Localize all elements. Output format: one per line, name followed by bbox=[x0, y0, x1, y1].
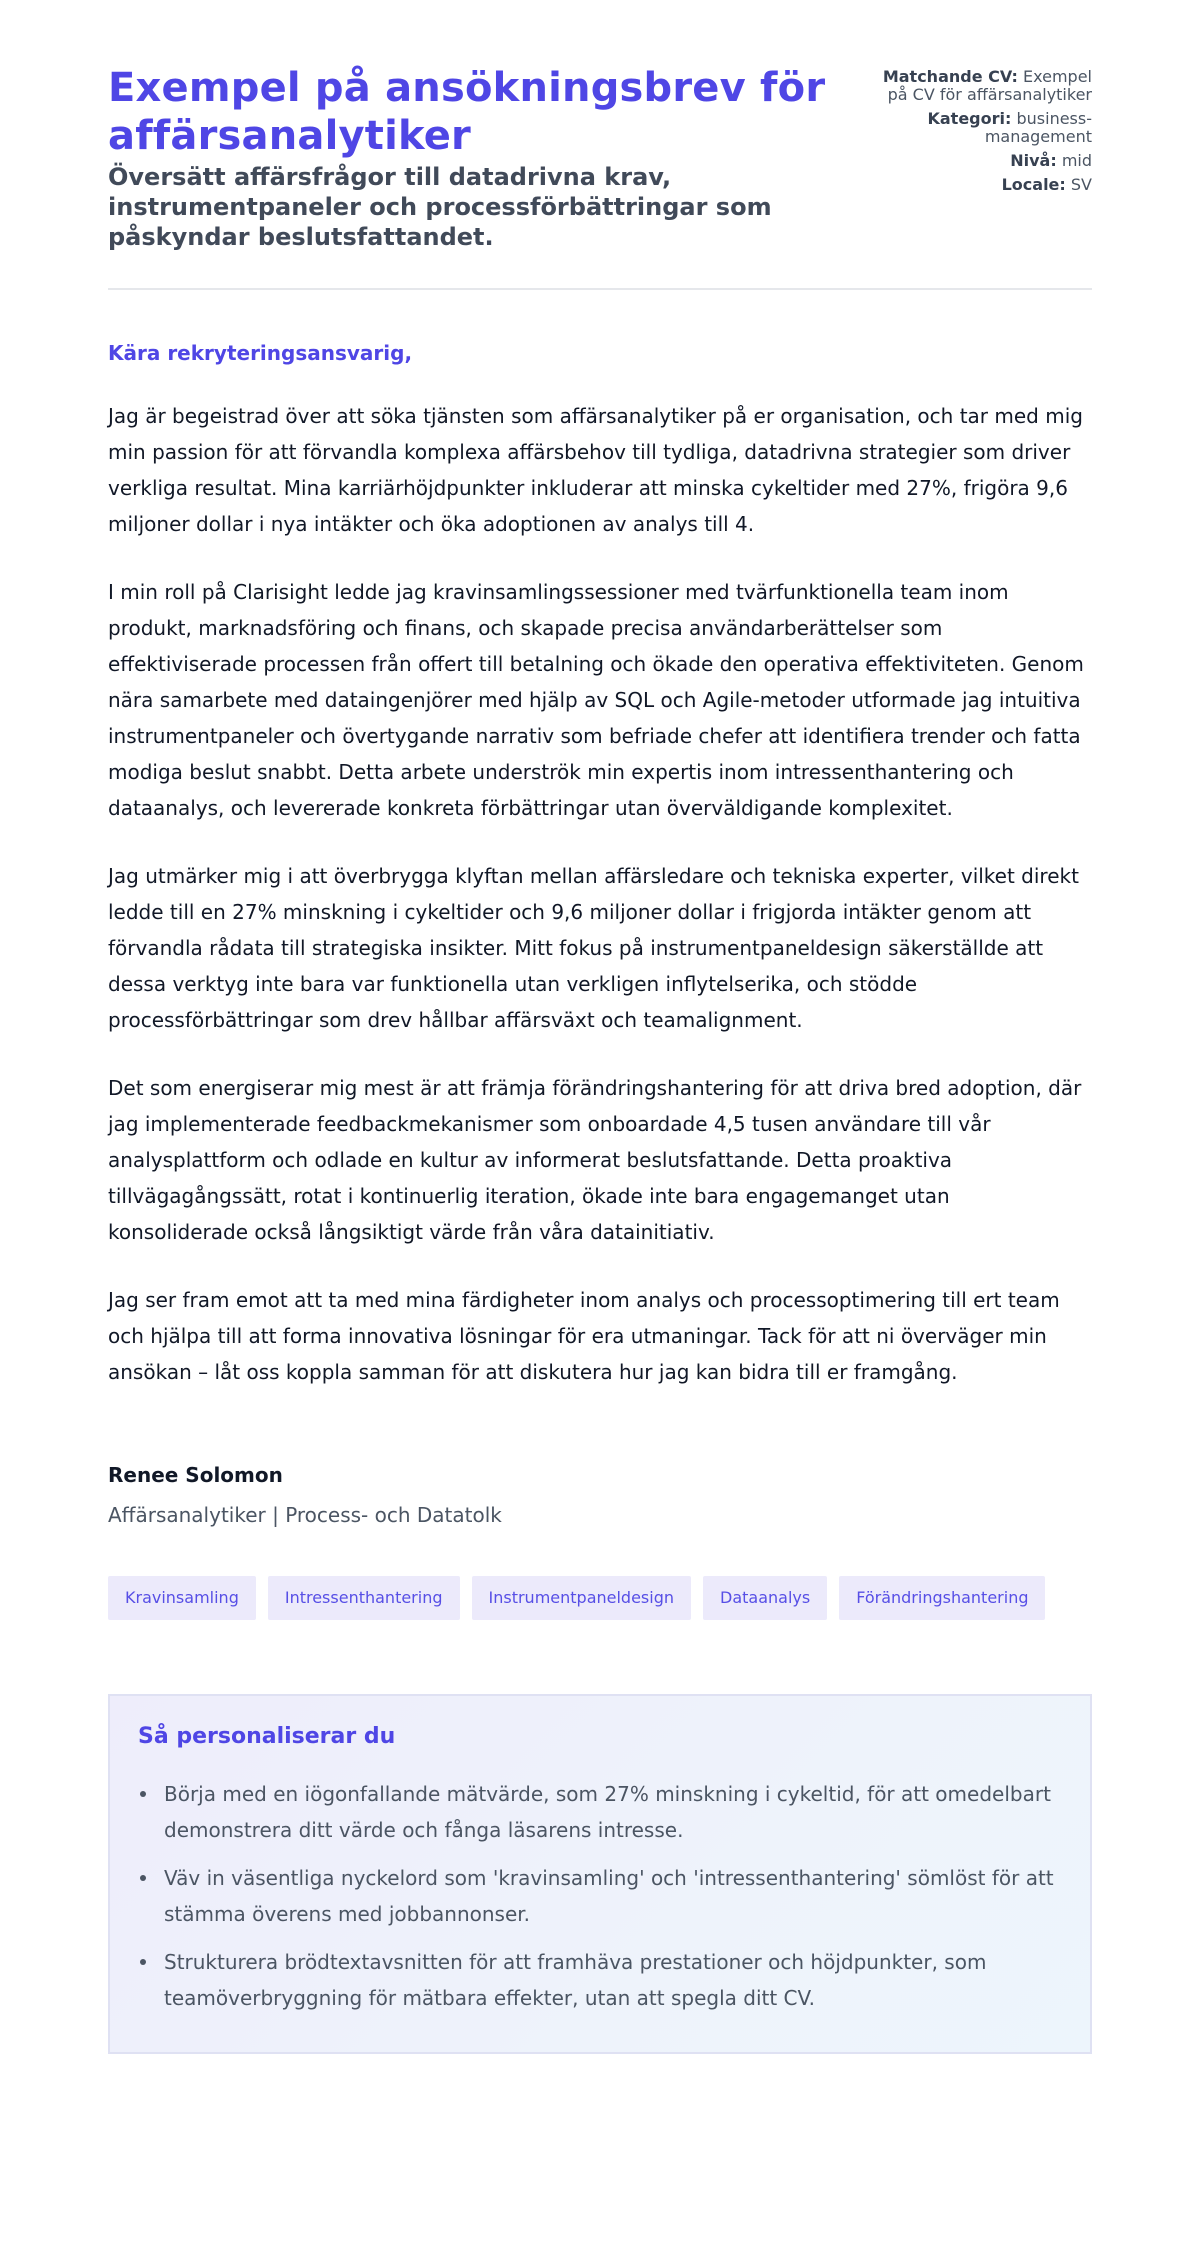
meta-matching-cv-label: Matchande CV: bbox=[882, 67, 1018, 86]
skill-tags bbox=[108, 1576, 1092, 1620]
signature-name: Renee Solomon bbox=[108, 1463, 283, 1487]
page-subtitle: Översätt affärsfrågor till datadrivna krav, instrumentpaneler och processförbättringar som påskyndar beslutsfattandet. bbox=[108, 163, 772, 251]
letter-greeting: Kära rekryteringsansvarig, bbox=[108, 341, 413, 365]
tips-item bbox=[138, 1776, 1062, 1848]
meta-category bbox=[872, 110, 1092, 146]
skill-tag: Dataanalys bbox=[703, 1576, 827, 1620]
meta-panel bbox=[872, 64, 1092, 200]
tips-item bbox=[138, 1944, 1062, 2016]
tips-list bbox=[138, 1776, 1062, 2016]
meta-category-value: business-management bbox=[984, 109, 1092, 146]
skill-tag: Kravinsamling bbox=[108, 1576, 256, 1620]
signature-title: Affärsanalytiker | Process- och Datatolk bbox=[108, 1503, 502, 1527]
tips-item-text: Strukturera brödtextavsnitten för att framhäva prestationer och höjdpunkter, som teamöverbryggning för mätbara effekter, utan att spegla ditt CV. bbox=[164, 1950, 987, 2010]
meta-matching-cv-value: Exempel på CV för affärsanalytiker bbox=[887, 67, 1092, 104]
letter-paragraph: Jag ser fram emot att ta med mina färdigheter inom analys och processoptimering till ert team och hjälpa till att forma innovativa lösningar för era utmaningar. Tack för att ni överväger min ansökan – låt oss koppla samman för att diskutera hur jag kan bidra till er framgång. bbox=[108, 1288, 1060, 1384]
header-titles bbox=[108, 64, 848, 252]
bullet-icon bbox=[140, 1875, 146, 1881]
skill-tag: Intressenthantering bbox=[268, 1576, 460, 1620]
meta-level-value: mid bbox=[1061, 151, 1092, 170]
tips-item bbox=[138, 1860, 1062, 1932]
page-header bbox=[108, 64, 1092, 290]
meta-locale-value: SV bbox=[1070, 175, 1092, 194]
letter-paragraph: Det som energiserar mig mest är att främja förändringshantering för att driva bred adoption, där jag implementerade feedbackmekanismer som onboardade 4,5 tusen användare till vår analysplattform och odlade en kultur av informerat beslutsfattande. Detta proaktiva tillvägagångssätt, rotat i kontinuerlig iteration, ökade inte bara engagemanget utan konsoliderade också långsiktigt värde från våra datainitiativ. bbox=[108, 1076, 1082, 1244]
letter-paragraph: I min roll på Clarisight ledde jag kravinsamlingssessioner med tvärfunktionella team inom produkt, marknadsföring och finans, och skapade precisa användarberättelser som effektiviserade processen från offert till betalning och ökade den operativa effektiviteten. Genom nära samarbete med dataingenjörer med hjälp av SQL och Agile-metoder utformade jag intuitiva instrumentpaneler och övertygande narrativ som befriade chefer att identifiera trender och fatta modiga beslut snabbt. Detta arbete underströk min expertis inom intressenthantering och dataanalys, och levererade konkreta förbättringar utan överväldigande komplexitet. bbox=[108, 580, 1084, 820]
bullet-icon bbox=[140, 1959, 146, 1965]
meta-level bbox=[872, 152, 1092, 170]
bullet-icon bbox=[140, 1791, 146, 1797]
skill-tag: Förändringshantering bbox=[839, 1576, 1045, 1620]
personalization-tips-box bbox=[108, 1694, 1092, 2054]
tips-item-text: Börja med en iögonfallande mätvärde, som 27% minskning i cykeltid, för att omedelbart demonstrera ditt värde och fånga läsarens intresse. bbox=[164, 1782, 1051, 1842]
meta-matching-cv bbox=[872, 68, 1092, 104]
page-title: Exempel på ansökningsbrev för affärsanalytiker bbox=[108, 65, 826, 159]
tips-item-text: Väv in väsentliga nyckelord som 'kravinsamling' och 'intressenthantering' sömlöst för att stämma överens med jobbannonser. bbox=[164, 1866, 1054, 1926]
letter-paragraph: Jag utmärker mig i att överbrygga klyftan mellan affärsledare och tekniska experter, vilket direkt ledde till en 27% minskning i cykeltider och 9,6 miljoner dollar i frigjorda intäkter genom att förvandla rådata till strategiska insikter. Mitt fokus på instrumentpaneldesign säkerställde att dessa verktyg inte bara var funktionella utan verkligen inflytelserika, och stödde processförbättringar som drev hållbar affärsväxt och teamalignment. bbox=[108, 864, 1079, 1032]
meta-locale bbox=[872, 176, 1092, 194]
letter-paragraph: Jag är begeistrad över att söka tjänsten som affärsanalytiker på er organisation, och tar med mig min passion för att förvandla komplexa affärsbehov till tydliga, datadrivna strategier som driver verkliga resultat. Mina karriärhöjdpunkter inkluderar att minska cykeltider med 27%, frigöra 9,6 miljoner dollar i nya intäkter och öka adoptionen av analys till 4. bbox=[108, 404, 1083, 536]
skill-tag: Instrumentpaneldesign bbox=[472, 1576, 692, 1620]
meta-locale-label: Locale: bbox=[1001, 175, 1066, 194]
tips-title: Så personaliserar du bbox=[138, 1724, 396, 1749]
signature-block bbox=[108, 1462, 1092, 1528]
letter-body bbox=[108, 340, 1092, 1528]
meta-level-label: Nivå: bbox=[1010, 151, 1057, 170]
meta-category-label: Kategori: bbox=[927, 109, 1012, 128]
